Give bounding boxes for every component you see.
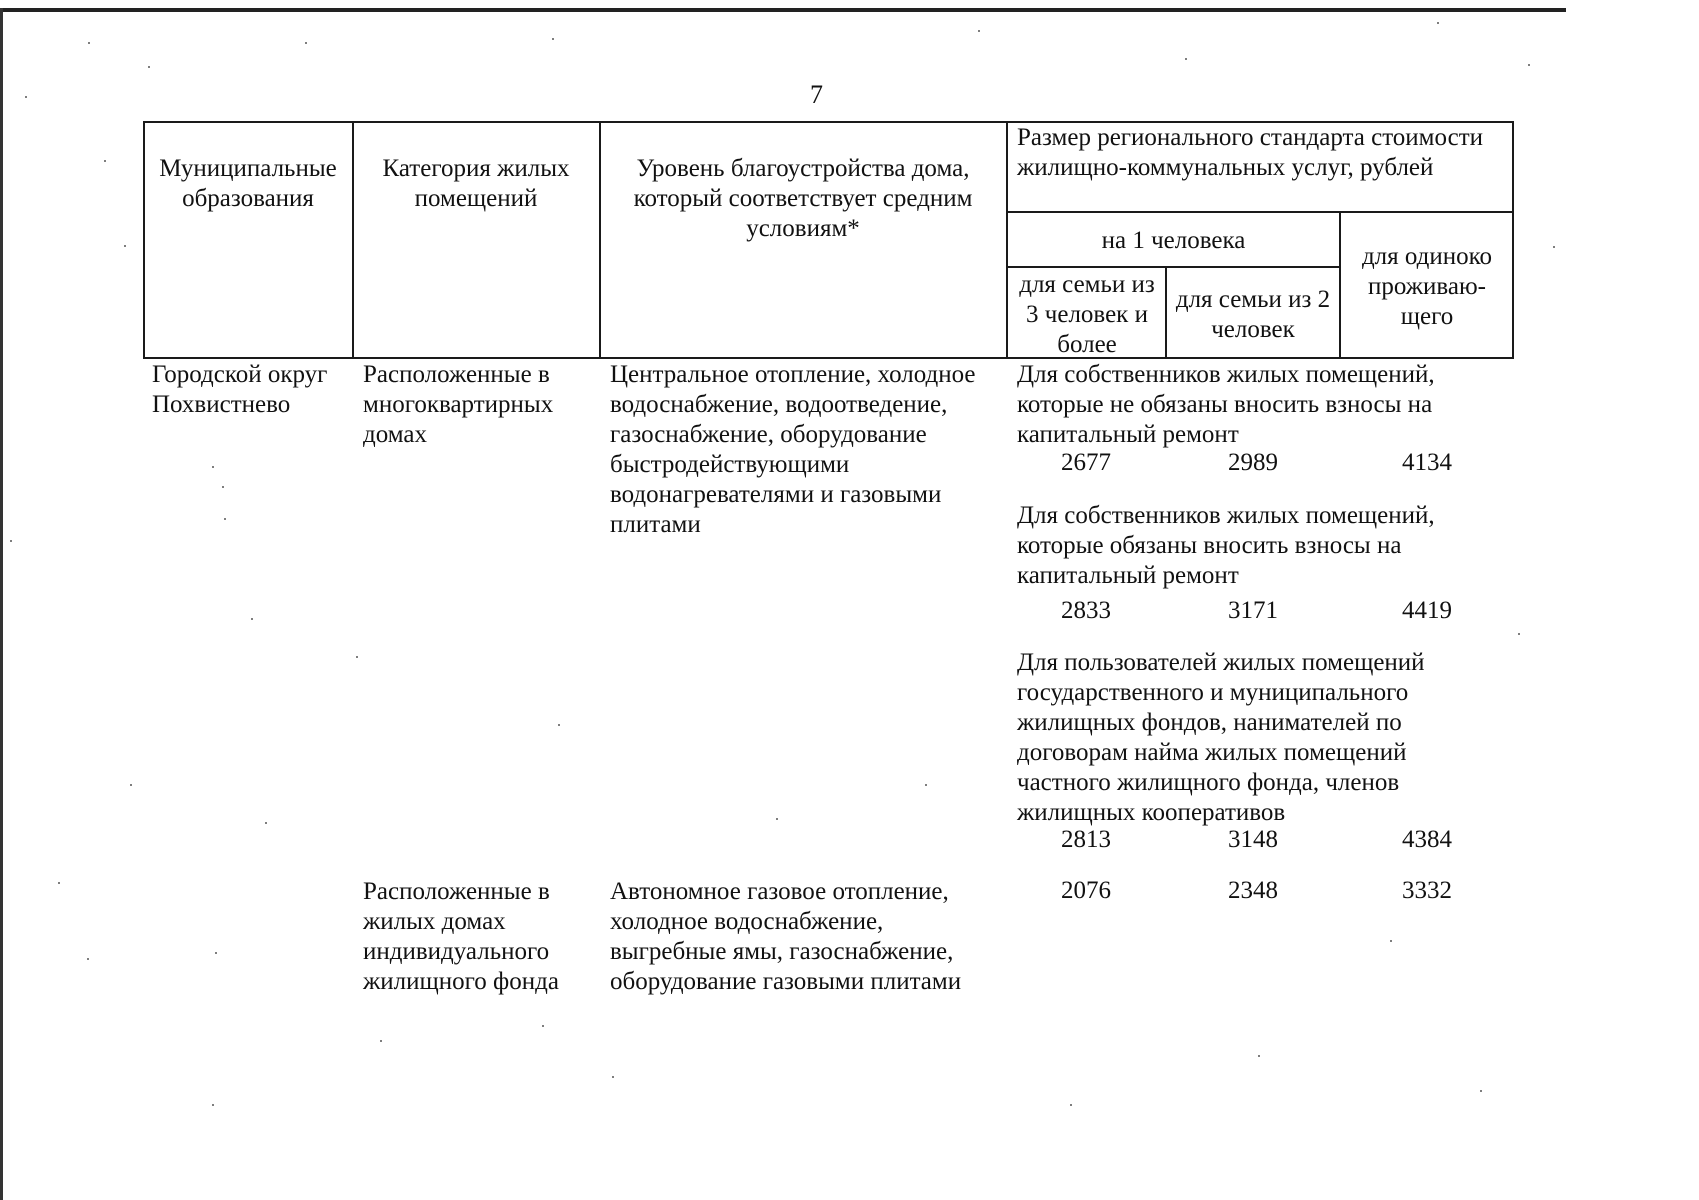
scan-border-top <box>0 8 1566 12</box>
family-divider <box>1165 266 1167 359</box>
value-4-family2: 2348 <box>1228 877 1278 904</box>
per-person-line <box>1006 266 1340 268</box>
scan-border-left <box>0 8 3 1200</box>
scan-speck <box>25 96 27 98</box>
scan-speck <box>1480 1090 1482 1092</box>
scan-speck <box>380 1040 382 1042</box>
page-number: 7 <box>810 80 823 109</box>
value-3-family2: 3148 <box>1228 826 1278 853</box>
scan-speck <box>558 724 560 726</box>
group-label-3: Для пользователей жилых помещений государственного и муниципального жилищных фондов, нанимателей по договорам найма жилых помещений частного жилищного фонда, членов жилищных кооперативов <box>1017 649 1425 826</box>
scan-speck <box>1258 1055 1260 1057</box>
header-municipality: Муниципальные образования <box>159 155 337 212</box>
scan-speck <box>1437 22 1439 24</box>
scan-speck <box>1553 246 1555 248</box>
scan-speck <box>552 38 554 40</box>
cell-level-1: Центральное отопление, холодное водоснабжение, водоотведение, газоснабжение, оборудование быстродействующими водонагревателями и газовыми плитами <box>610 361 976 538</box>
header-standard-size: Размер регионального стандарта стоимости жилищно-коммунальных услуг, рублей <box>1017 124 1484 181</box>
scan-speck <box>305 42 307 44</box>
single-divider <box>1339 211 1341 359</box>
table-border-right <box>1512 121 1514 359</box>
scan-speck <box>88 42 90 44</box>
cell-municipality: Городской округ Похвистнево <box>152 361 328 418</box>
scan-speck <box>265 822 267 824</box>
scan-speck <box>925 784 927 786</box>
scan-speck <box>251 618 253 620</box>
scan-speck <box>212 1104 214 1106</box>
scan-speck <box>224 518 226 520</box>
value-3-single: 4384 <box>1402 826 1452 853</box>
value-4-single: 3332 <box>1402 877 1452 904</box>
group-label-1: Для собственников жилых помещений, которые не обязаны вносить взносы на капитальный ремонт <box>1017 361 1435 448</box>
value-1-family3: 2677 <box>1061 449 1111 476</box>
table-border-left <box>143 121 145 359</box>
header-category: Категория жилых помещений <box>382 155 570 212</box>
cell-category-1: Расположенные в многоквартирных домах <box>363 361 554 448</box>
value-2-single: 4419 <box>1402 597 1452 624</box>
scan-speck <box>212 466 214 468</box>
value-3-family3: 2813 <box>1061 826 1111 853</box>
header-family-3: для семьи из 3 человек и более <box>1019 271 1155 358</box>
scan-speck <box>222 486 224 488</box>
table-divider-2 <box>599 121 601 359</box>
scan-speck <box>87 958 89 960</box>
scan-speck <box>1518 633 1520 635</box>
group-label-2: Для собственников жилых помещений, которые обязаны вносить взносы на капитальный ремонт <box>1017 502 1435 589</box>
cell-category-2: Расположенные в жилых домах индивидуального жилищного фонда <box>363 878 559 995</box>
header-level: Уровень благоустройства дома, который соответствует средним условиям* <box>633 155 973 242</box>
table-divider-1 <box>352 121 354 359</box>
scan-speck <box>215 952 217 954</box>
scan-speck <box>1528 64 1530 66</box>
value-1-family2: 2989 <box>1228 449 1278 476</box>
scan-speck <box>1185 58 1187 60</box>
scan-speck <box>148 66 150 68</box>
value-2-family3: 2833 <box>1061 597 1111 624</box>
scan-speck <box>58 882 60 884</box>
scan-speck <box>1070 1104 1072 1106</box>
scan-speck <box>356 656 358 658</box>
scan-speck <box>978 30 980 32</box>
scan-speck <box>1390 940 1392 942</box>
scan-speck <box>776 818 778 820</box>
scan-speck <box>130 784 132 786</box>
header-single: для одиноко проживаю-щего <box>1361 243 1493 330</box>
subheader-line <box>1006 211 1514 213</box>
scan-speck <box>104 160 106 162</box>
table-header-bottom <box>143 357 1514 359</box>
scan-speck <box>124 245 126 247</box>
scan-speck <box>10 540 12 542</box>
scan-speck <box>612 1076 614 1078</box>
value-1-single: 4134 <box>1402 449 1452 476</box>
header-per-person: на 1 человека <box>1101 227 1246 254</box>
scan-speck <box>542 1025 544 1027</box>
value-2-family2: 3171 <box>1228 597 1278 624</box>
header-family-2: для семьи из 2 человек <box>1175 286 1331 343</box>
value-4-family3: 2076 <box>1061 877 1111 904</box>
cell-level-2: Автономное газовое отопление, холодное водоснабжение, выгребные ямы, газоснабжение, оборудование газовыми плитами <box>610 878 962 995</box>
